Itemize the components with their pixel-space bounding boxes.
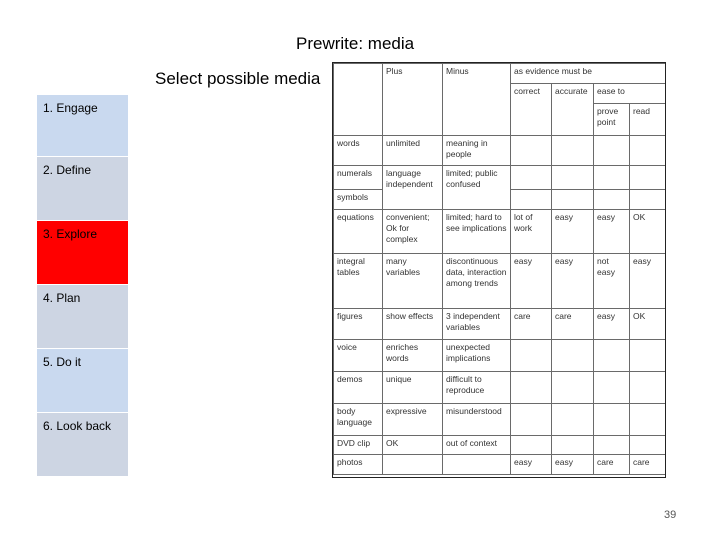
correct-cell [511, 372, 552, 404]
minus-cell [443, 455, 511, 475]
accurate-cell: care [552, 309, 594, 340]
header-minus: Minus [443, 64, 511, 136]
medium-cell: body language [334, 404, 383, 436]
read-cell [630, 166, 666, 190]
plus-cell: enriches words [383, 340, 443, 372]
accurate-cell [552, 190, 594, 210]
minus-cell: difficult to reproduce [443, 372, 511, 404]
minus-cell: limited; public confused [443, 166, 511, 210]
read-cell [630, 136, 666, 166]
medium-cell: words [334, 136, 383, 166]
minus-cell: meaning in people [443, 136, 511, 166]
medium-cell: figures [334, 309, 383, 340]
media-comparison-table-image [332, 62, 666, 478]
prove-cell [594, 190, 630, 210]
minus-cell: 3 independent variables [443, 309, 511, 340]
read-cell [630, 372, 666, 404]
header-read: read [630, 104, 666, 136]
prove-cell: easy [594, 309, 630, 340]
accurate-cell: easy [552, 254, 594, 309]
step-look-back: 6. Look back [37, 413, 128, 477]
header-ease-to: ease to [594, 84, 666, 104]
correct-cell [511, 436, 552, 455]
prove-cell: not easy [594, 254, 630, 309]
slide-title: Prewrite: media [296, 34, 415, 53]
step-do-it: 5. Do it [37, 349, 128, 413]
accurate-cell [552, 136, 594, 166]
plus-cell: many variables [383, 254, 443, 309]
minus-cell: misunderstood [443, 404, 511, 436]
read-cell: care [630, 455, 666, 475]
correct-cell: easy [511, 254, 552, 309]
header-plus: Plus [383, 64, 443, 136]
plus-cell: OK [383, 436, 443, 455]
medium-cell: voice [334, 340, 383, 372]
plus-cell: unique [383, 372, 443, 404]
correct-cell: care [511, 309, 552, 340]
plus-cell: expressive [383, 404, 443, 436]
prove-cell [594, 340, 630, 372]
accurate-cell: easy [552, 455, 594, 475]
read-cell [630, 190, 666, 210]
accurate-cell: easy [552, 210, 594, 254]
minus-cell: limited; hard to see implications [443, 210, 511, 254]
corner-cell [334, 64, 383, 136]
read-cell: OK [630, 309, 666, 340]
prove-cell [594, 404, 630, 436]
correct-cell: lot of work [511, 210, 552, 254]
header-correct: correct [511, 84, 552, 136]
step-define: 2. Define [37, 157, 128, 221]
correct-cell: easy [511, 455, 552, 475]
plus-cell: unlimited [383, 136, 443, 166]
prove-cell: care [594, 455, 630, 475]
prove-cell [594, 372, 630, 404]
accurate-cell [552, 404, 594, 436]
accurate-cell [552, 340, 594, 372]
process-steps [37, 95, 128, 477]
header-prove-point: prove point [594, 104, 630, 136]
step-engage: 1. Engage [37, 95, 128, 157]
page-number: 39 [664, 509, 677, 521]
correct-cell [511, 404, 552, 436]
correct-cell [511, 136, 552, 166]
plus-cell: convenient; Ok for complex [383, 210, 443, 254]
medium-cell: integral tables [334, 254, 383, 309]
medium-cell: DVD clip [334, 436, 383, 455]
correct-cell [511, 166, 552, 190]
read-cell [630, 404, 666, 436]
accurate-cell [552, 372, 594, 404]
minus-cell: unexpected implications [443, 340, 511, 372]
plus-cell: show effects [383, 309, 443, 340]
prove-cell [594, 436, 630, 455]
prove-cell [594, 136, 630, 166]
medium-cell: equations [334, 210, 383, 254]
read-cell [630, 436, 666, 455]
prove-cell [594, 166, 630, 190]
read-cell: OK [630, 210, 666, 254]
correct-cell [511, 190, 552, 210]
prove-cell: easy [594, 210, 630, 254]
plus-cell: language independent [383, 166, 443, 210]
minus-cell: out of context [443, 436, 511, 455]
read-cell: easy [630, 254, 666, 309]
accurate-cell [552, 166, 594, 190]
header-evidence: as evidence must be [511, 64, 666, 84]
minus-cell: discontinuous data, interaction among trends [443, 254, 511, 309]
slide-subtitle: Select possible media [155, 69, 321, 88]
medium-cell: symbols [334, 190, 383, 210]
read-cell [630, 340, 666, 372]
medium-cell: photos [334, 455, 383, 475]
media-comparison-table [333, 63, 666, 475]
medium-cell: demos [334, 372, 383, 404]
header-accurate: accurate [552, 84, 594, 136]
plus-cell [383, 455, 443, 475]
correct-cell [511, 340, 552, 372]
step-explore-active: 3. Explore [37, 221, 128, 285]
medium-cell: numerals [334, 166, 383, 190]
step-plan: 4. Plan [37, 285, 128, 349]
accurate-cell [552, 436, 594, 455]
